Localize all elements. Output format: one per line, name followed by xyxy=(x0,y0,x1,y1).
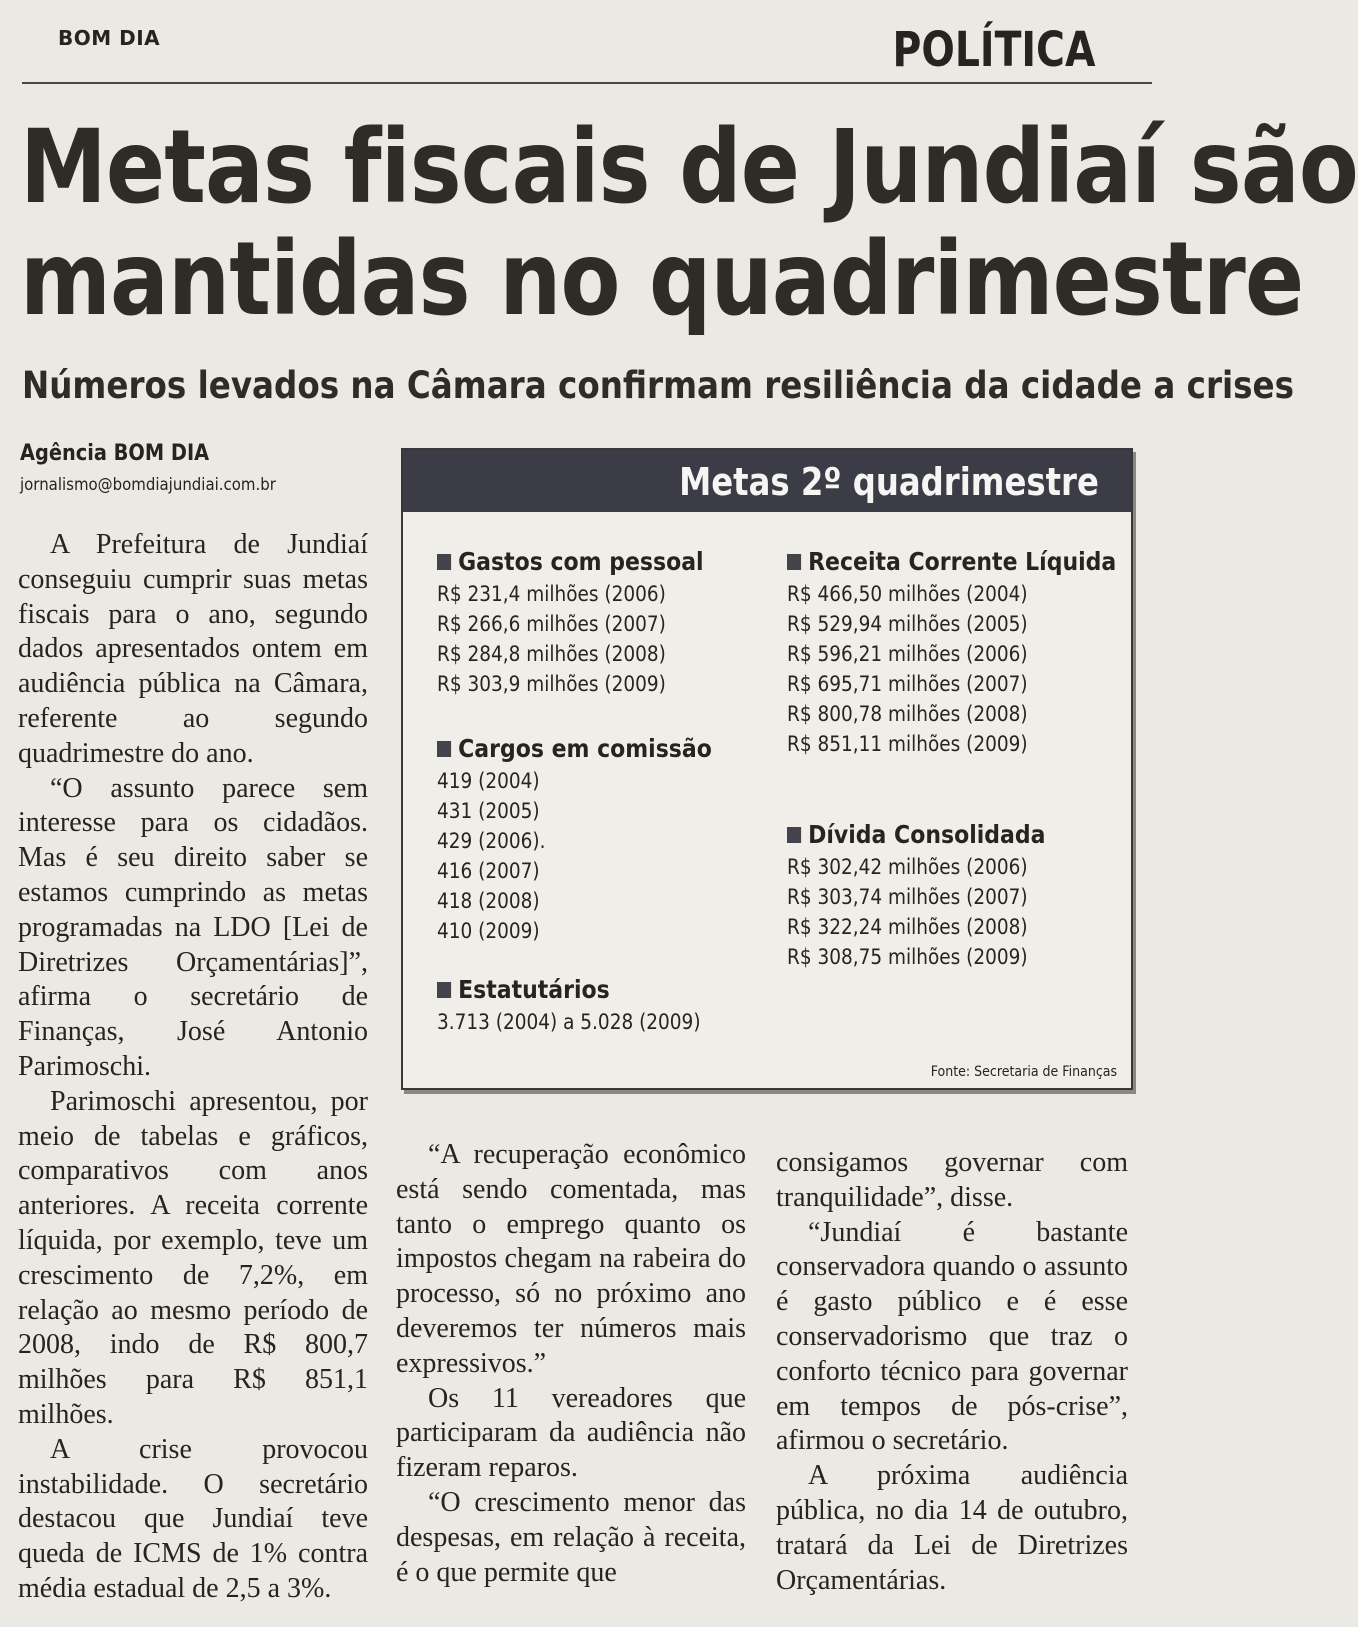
group-cargos-comissao xyxy=(437,732,749,946)
infobox-row: 416 (2007) xyxy=(437,859,540,883)
group-rows xyxy=(437,579,740,699)
group-heading: Receita Corrente Líquida xyxy=(808,547,1117,576)
group-rows xyxy=(787,852,1081,972)
infobox-row: 431 (2005) xyxy=(437,799,540,823)
article-paragraph: A Prefeitura de Jundiaí conseguiu cumprir suas metas fiscais para o ano, segundo dados apresentados ontem em audiência pública na Câmara, referente ao segundo quadrimestre do ano. xyxy=(18,529,368,769)
newspaper-name: BOM DIA xyxy=(58,26,161,50)
infobox-row: R$ 266,6 milhões (2007) xyxy=(437,612,666,636)
article-column-3 xyxy=(776,1146,1128,1598)
headline xyxy=(20,108,1358,339)
author-email: jornalismo@bomdiajundiai.com.br xyxy=(20,475,276,495)
article-paragraph: consigamos governar com tranquilidade”, disse. xyxy=(776,1147,1128,1213)
group-divida-consolidada xyxy=(787,818,1081,972)
infobox-row: R$ 529,94 milhões (2005) xyxy=(787,612,1028,636)
bullet-square-icon xyxy=(437,982,451,998)
headline-line-2: mantidas no quadrimestre xyxy=(20,220,1304,339)
infobox-row: R$ 231,4 milhões (2006) xyxy=(437,582,666,606)
header-divider xyxy=(22,82,1152,84)
infobox-row: R$ 851,11 milhões (2009) xyxy=(787,732,1028,756)
infobox-row: R$ 308,75 milhões (2009) xyxy=(787,945,1028,969)
infobox-row: R$ 302,42 milhões (2006) xyxy=(787,855,1028,879)
infobox-row: R$ 303,9 milhões (2009) xyxy=(437,672,666,696)
infobox-title-bar xyxy=(403,450,1131,512)
infobox-row: 429 (2006). xyxy=(437,829,546,853)
infobox-row: R$ 284,8 milhões (2008) xyxy=(437,642,666,666)
infobox-row: R$ 800,78 milhões (2008) xyxy=(787,702,1028,726)
article-paragraph: Parimoschi apresentou, por meio de tabelas e gráficos, comparativos com anos anteriores. A receita corrente líquida, por exemplo, teve um crescimento de 7,2%, em relação ao mesmo período de 2008, indo de R$ 800,7 milhões para R$ 851,1 milhões. xyxy=(18,1085,368,1430)
article-column-1 xyxy=(18,528,368,1607)
article-paragraph: “A recuperação econômico está sendo comentada, mas tanto o emprego quanto os impostos chegam na rabeira do processo, só no próximo ano deveremos ter números mais expressivos.” xyxy=(396,1139,746,1379)
infobox-row: R$ 303,74 milhões (2007) xyxy=(787,885,1028,909)
group-receita-corrente xyxy=(787,545,1161,759)
article-column-2 xyxy=(396,1138,746,1590)
article-paragraph: A crise provocou instabilidade. O secretário destacou que Jundiaí teve queda de ICMS de 1% contra média estadual de 2,5 a 3%. xyxy=(18,1433,368,1604)
infobox-row: R$ 596,21 milhões (2006) xyxy=(787,642,1028,666)
infobox-row: R$ 466,50 milhões (2004) xyxy=(787,582,1028,606)
infobox-row: 410 (2009) xyxy=(437,919,540,943)
infobox-source: Fonte: Secretaria de Finanças xyxy=(930,1064,1117,1080)
article-paragraph: Os 11 vereadores que participaram da audiência não fizeram reparos. xyxy=(396,1382,746,1484)
fiscal-goals-infobox xyxy=(401,448,1133,1090)
group-heading: Dívida Consolidada xyxy=(808,820,1046,849)
group-rows xyxy=(787,579,1161,759)
infobox-row: 418 (2008) xyxy=(437,889,540,913)
infobox-row: R$ 695,71 milhões (2007) xyxy=(787,672,1028,696)
subheadline: Números levados na Câmara confirmam resiliência da cidade a crises xyxy=(22,364,1295,407)
infobox-row: 419 (2004) xyxy=(437,769,540,793)
bullet-square-icon xyxy=(437,554,451,570)
group-rows xyxy=(437,766,749,946)
article-paragraph: A próxima audiência pública, no dia 14 de outubro, tratará da Lei de Diretrizes Orçamentárias. xyxy=(776,1460,1128,1596)
section-title: POLÍTICA xyxy=(892,22,1095,78)
bullet-square-icon xyxy=(787,827,801,843)
headline-line-1: Metas fiscais de Jundiaí são xyxy=(20,108,1358,227)
bullet-square-icon xyxy=(787,554,801,570)
group-gastos-pessoal xyxy=(437,545,740,699)
group-rows xyxy=(437,1007,736,1037)
bullet-square-icon xyxy=(437,741,451,757)
infobox-title: Metas 2º quadrimestre xyxy=(679,460,1099,504)
group-heading: Cargos em comissão xyxy=(458,734,712,763)
article-paragraph: “O crescimento menor das despesas, em relação à receita, é o que permite que xyxy=(396,1486,746,1588)
byline: Agência BOM DIA xyxy=(20,441,210,466)
group-estatutarios xyxy=(437,973,736,1037)
article-paragraph: “O assunto parece sem interesse para os cidadãos. Mas é seu direito saber se estamos cumprindo as metas programadas na LDO [Lei de Diretrizes Orçamentárias]”, afirma o secretário de Finanças, José Antonio Parimoschi. xyxy=(18,772,368,1082)
infobox-row: 3.713 (2004) a 5.028 (2009) xyxy=(437,1010,701,1034)
article-paragraph: “Jundiaí é bastante conservadora quando o assunto é gasto público e é esse conservadorismo que traz o conforto técnico para governar em tempos de pós-crise”, afirmou o secretário. xyxy=(776,1216,1128,1457)
group-heading: Estatutários xyxy=(458,975,610,1004)
group-heading: Gastos com pessoal xyxy=(458,547,704,576)
infobox-row: R$ 322,24 milhões (2008) xyxy=(787,915,1028,939)
